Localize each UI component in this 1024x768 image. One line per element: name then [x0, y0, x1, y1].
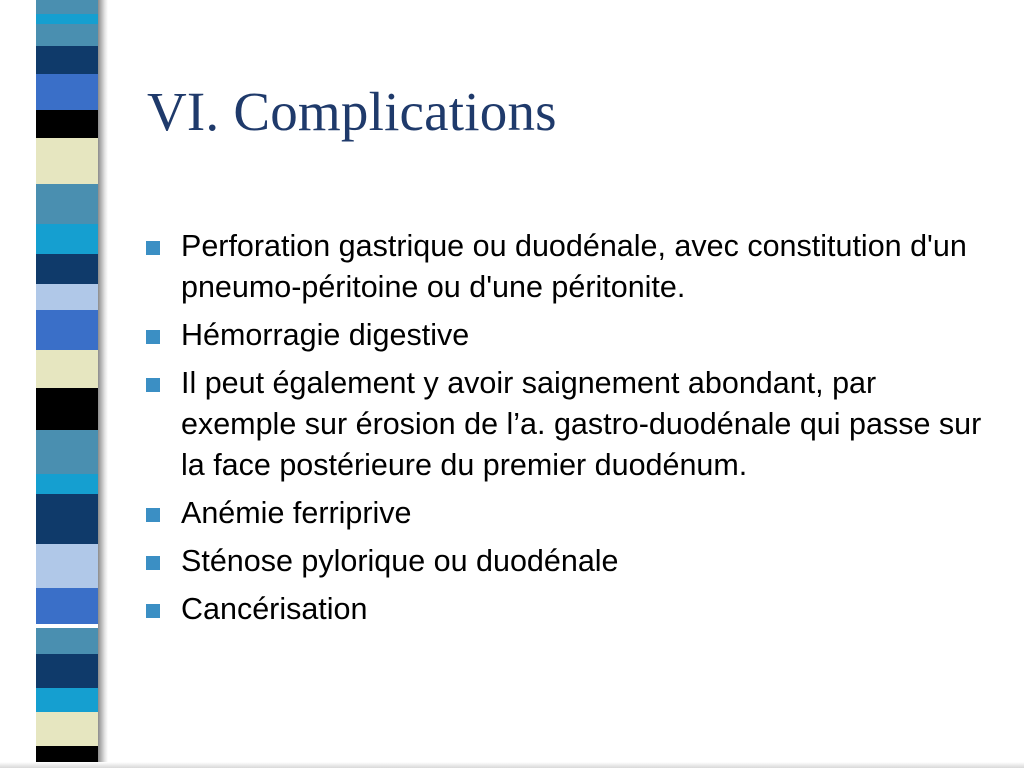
bullet-item: [146, 493, 986, 534]
strip-band: [36, 110, 98, 138]
bullet-item: [146, 226, 986, 308]
strip-band: [36, 74, 98, 110]
bullet-text: Anémie ferriprive: [181, 496, 412, 530]
bullet-list: [146, 226, 986, 637]
strip-band: [36, 474, 98, 494]
strip-band: [36, 628, 98, 654]
strip-band: [36, 388, 98, 430]
strip-band: [36, 688, 98, 712]
bullet-text: Il peut également y avoir saignement abondant, par exemple sur érosion de l’a. gastro-duodénale qui passe sur la face postérieure du premier duodénum.: [181, 366, 982, 482]
strip-band: [36, 138, 98, 184]
square-bullet-icon: [146, 378, 160, 392]
square-bullet-icon: [146, 330, 160, 344]
strip-band: [36, 430, 98, 474]
strip-band: [36, 494, 98, 544]
square-bullet-icon: [146, 604, 160, 618]
bullet-item: [146, 541, 986, 582]
strip-band: [36, 712, 98, 746]
bullet-item: [146, 363, 986, 486]
bullet-text: Sténose pylorique ou duodénale: [181, 544, 619, 578]
bullet-item: [146, 589, 986, 630]
decorative-side-strip: [36, 0, 98, 768]
bullet-text: Cancérisation: [181, 592, 368, 626]
square-bullet-icon: [146, 556, 160, 570]
slide-title: VI. Complications: [147, 81, 557, 142]
strip-band: [36, 310, 98, 350]
bullet-text: Perforation gastrique ou duodénale, avec constitution d'un pneumo-péritoine ou d'une péritonite.: [181, 229, 967, 304]
strip-band: [36, 254, 98, 284]
strip-band: [36, 14, 98, 24]
strip-band: [36, 284, 98, 310]
strip-shadow: [98, 0, 108, 768]
strip-band: [36, 184, 98, 224]
strip-band: [36, 0, 98, 14]
slide-bottom-edge: [0, 762, 1024, 768]
strip-band: [36, 24, 98, 46]
strip-band: [36, 46, 98, 74]
strip-band: [36, 588, 98, 624]
strip-band: [36, 654, 98, 688]
strip-band: [36, 350, 98, 388]
square-bullet-icon: [146, 241, 160, 255]
square-bullet-icon: [146, 508, 160, 522]
bullet-text: Hémorragie digestive: [181, 318, 470, 352]
strip-band: [36, 544, 98, 588]
bullet-item: [146, 315, 986, 356]
strip-band: [36, 224, 98, 254]
